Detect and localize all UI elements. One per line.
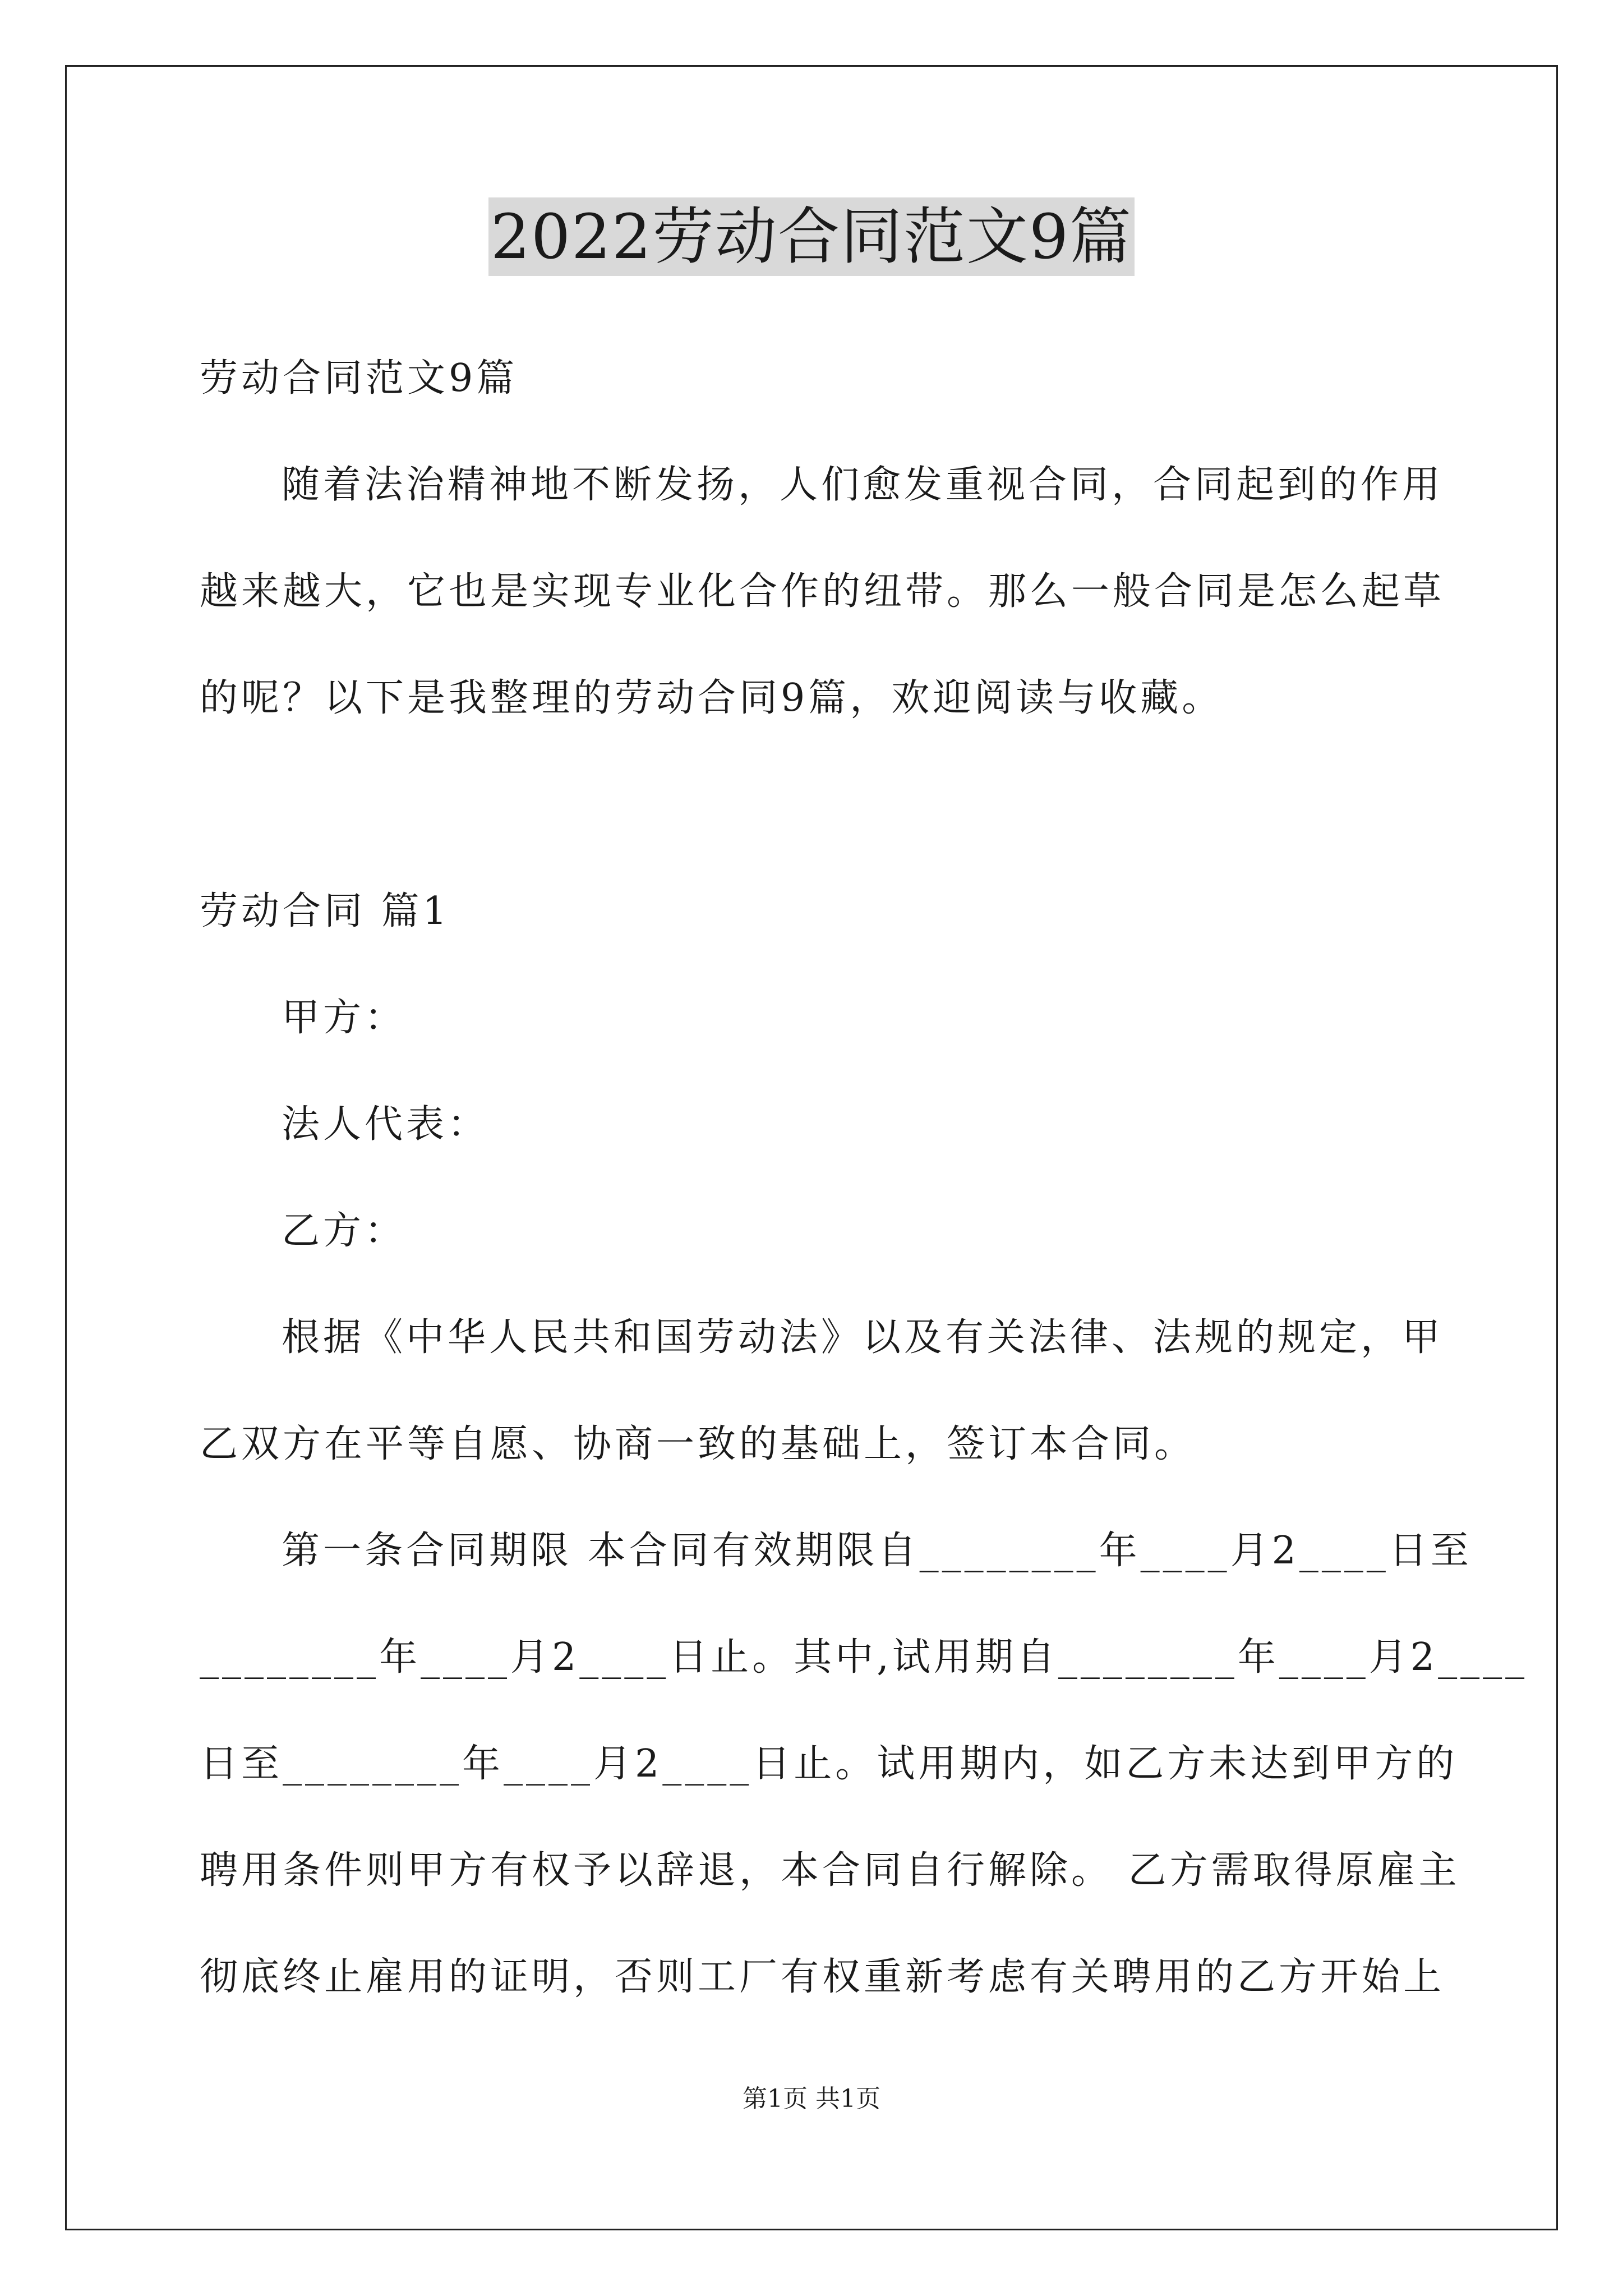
article1-line-4: 聘用条件则甲方有权予以辞退，本合同自行解除。 乙方需取得原雇主 bbox=[200, 1848, 1460, 1893]
article1-line-1: 第一条合同期限 本合同有效期限自________年____月2____日至 bbox=[282, 1529, 1472, 1573]
legal-rep-label: 法人代表： bbox=[282, 1102, 490, 1147]
party-a-label: 甲方： bbox=[282, 996, 407, 1040]
intro-line-2: 越来越大，它也是实现专业化合作的纽带。那么一般合同是怎么起草 bbox=[200, 569, 1445, 614]
article1-line-2: ________年____月2____日止。其中,试用期自________年____月2____ bbox=[200, 1635, 1528, 1680]
basis-line-2: 乙双方在平等自愿、协商一致的基础上，签订本合同。 bbox=[200, 1422, 1196, 1466]
document-title: 2022劳动合同范文9篇 bbox=[488, 197, 1135, 276]
title-container bbox=[0, 197, 1623, 276]
article1-line-3: 日至________年____月2____日止。试用期内，如乙方未达到甲方的 bbox=[200, 1742, 1458, 1786]
subtitle-line: 劳动合同范文9篇 bbox=[200, 356, 518, 401]
intro-line-3: 的呢？以下是我整理的劳动合同9篇，欢迎阅读与收藏。 bbox=[200, 676, 1224, 720]
intro-line-1: 随着法治精神地不断发扬，人们愈发重视合同，合同起到的作用 bbox=[282, 463, 1444, 507]
article1-line-5: 彻底终止雇用的证明，否则工厂有权重新考虑有关聘用的乙方开始上 bbox=[200, 1955, 1445, 1999]
party-b-label: 乙方： bbox=[282, 1209, 407, 1253]
section-heading: 劳动合同 篇1 bbox=[200, 889, 450, 933]
page-footer: 第1页 共1页 bbox=[743, 2085, 880, 2113]
basis-line-1: 根据《中华人民共和国劳动法》以及有关法律、法规的规定，甲 bbox=[282, 1315, 1444, 1360]
